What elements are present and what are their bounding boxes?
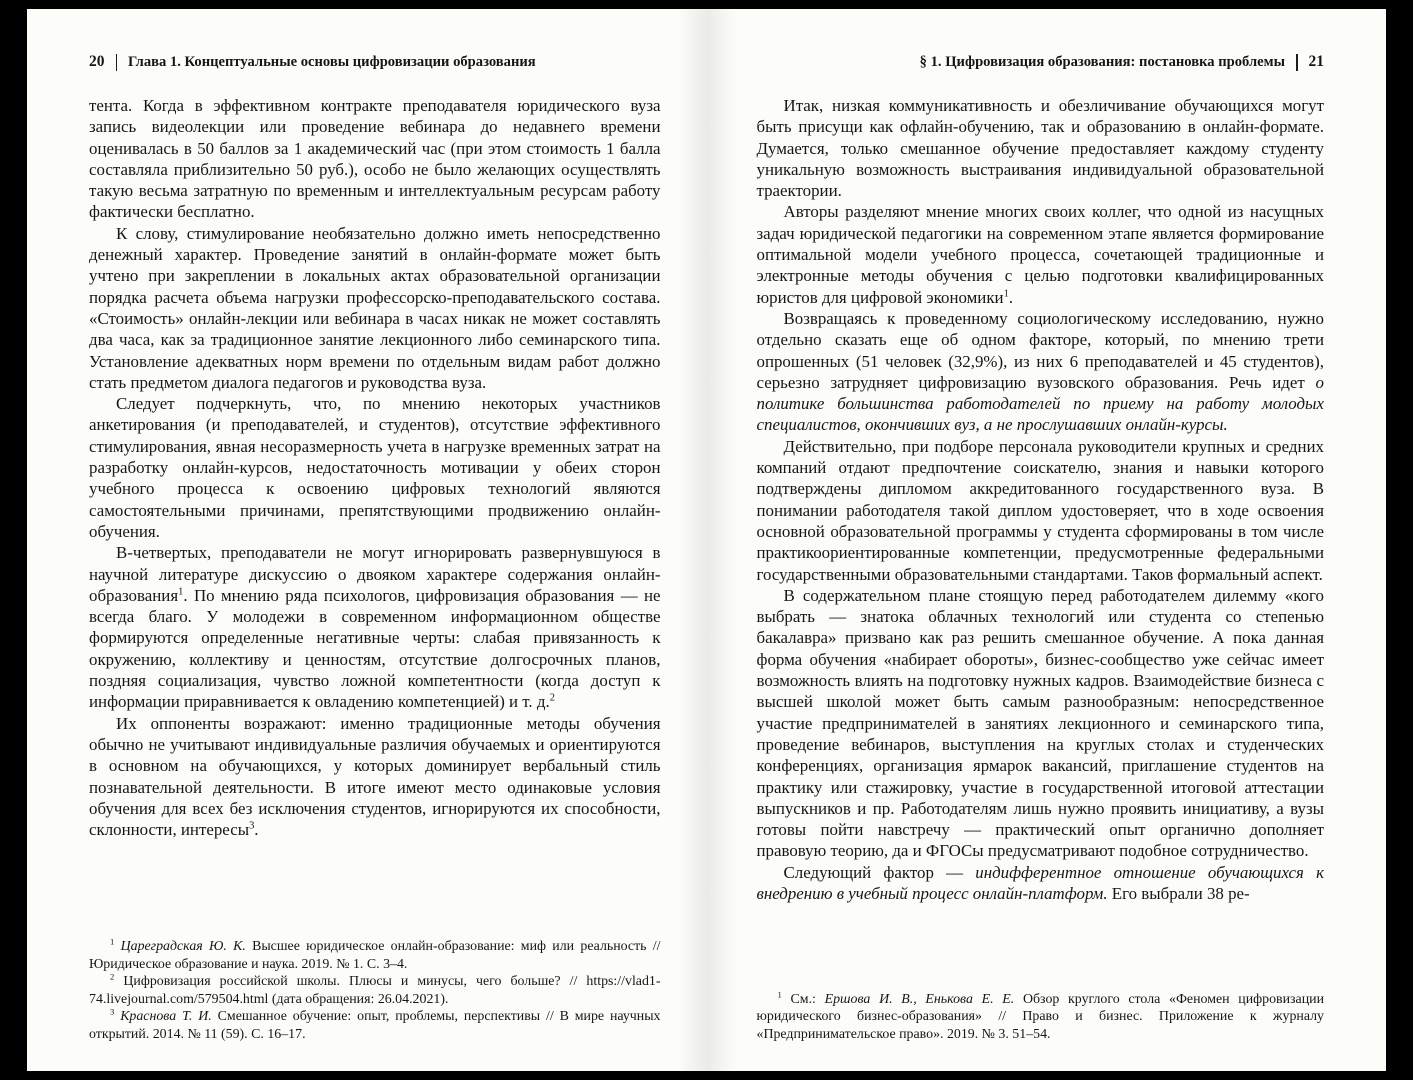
running-title-right: § 1. Цифровизация образования: постановка проблемы [919,53,1285,70]
paragraph: Их оппоненты возражают: именно традиционные методы обучения обычно не учитывают индивидуальные различия обучаемых и ориентируются в основном на обучающихся, у которых доминирует вербальный стиль познавательной деятельности. В итоге имеют место одинаковые условия обучения для всех без исключения студентов, игнорируются их способности, склонности, интересы$^3$. [89,713,661,840]
running-title-left: Глава 1. Концептуальные основы цифровизации образования [128,53,536,70]
paragraph: Следующий фактор — индифферентное отношение обучающихся к внедрению в учебный процесс онлайн-платформ. Его выбрали 38 ре- [756,862,1325,903]
page-left [27,9,707,1071]
running-header-left [89,53,661,71]
paragraph: В содержательном плане стоящую перед работодателем дилемму «кого выбрать — знатока облачных технологий или студента со степенью бакалавра» призвано как раз решить смешанное обучение. А пока данная форма обучения «набирает обороты», бизнес-сообщество уже сейчас имеет возможность влиять на подготовку нужных кадров. Взаимодействие бизнеса с высшей школой может быть самым разнообразным: непосредственное участие предпринимателей в занятиях лекционного и семинарского типа, проведение вебинаров, выступления на круглых столах и студенческих конференциях, организация ярмарок вакансий, приглашение студентов на практику или стажировку, участие в государственной итоговой аттестации выпускников и пр. Работодателям лишь нужно проявить инициативу, а вузы готовы пойти навстречу — практический опыт органично дополняет правовую теорию, да и ФГОСы предусматривают подобное сотрудничество. [756,585,1324,861]
footnote: $^1$ См.: Ершова И. В., Енькова Е. Е. Обзор круглого стола «Феномен цифровизации юридического бизнес-образования» // Право и бизнес. Приложение к журналу «Предпринимательское право». 2019. № 3. 51–54. [756,988,1324,1042]
paragraph: Действительно, при подборе персонала руководители крупных и средних компаний отдают предпочтение соискателю, знания и навыки которого подтверждены дипломом аккредитованного государственного вуза. В понимании работодателя такой диплом удостоверяет, что в ходе освоения основной образовательной программы у студента сформированы в том числе практикоориентированные компетенции, предусмотренные федеральными государственными образовательными стандартами. Таков формальный аспект. [756,436,1324,584]
footnotes-left [89,928,661,1043]
footnote: $^2$ Цифровизация российской школы. Плюсы и минусы, чего больше? // https://vlad1-74.livejournal.com/579504.html (дата обращения: 26.04.2021). [89,971,661,1007]
page-body-right [757,95,1325,904]
paragraph: Следует подчеркнуть, что, по мнению некоторых участников анкетирования (и преподавателей, и студентов), отсутствие эффективного стимулирования, явная несоразмерность учета в нагрузке временных затрат на разработку онлайн-курсов, недостаточность мотивации у обеих сторон учебного процесса к освоению цифровых технологий являются самостоятельными причинами, препятствующими продвижению онлайн-обучения. [89,394,661,541]
paragraph: Возвращаясь к проведенному социологическому исследованию, нужно отдельно сказать еще об одном факторе, который, по мнению трети опрошенных (51 человек (32,9%), из них 6 преподавателей и 45 студентов), серьезно затрудняет цифровизацию вузовского образования. Речь идет о политике большинства работодателей по приему на работу молодых специалистов, окончивших вуз, а не прослушавших онлайн-курсы. [756,308,1324,435]
paragraph: Авторы разделяют мнение многих своих коллег, что одной из насущных задач юридической педагогики на современном этапе является формирование оптимальной модели учебного процесса, сочетающей традиционные и электронные методы обучения с целью подготовки квалифицированных юристов для цифровой экономики$^1$. [756,202,1324,307]
paragraph: К слову, стимулирование необязательно должно иметь непосредственно денежный характер. Проведение занятий в онлайн-формате может быть учтено при закреплении в локальных актах образовательной организации порядка расчета объема нагрузки профессорско-преподавательского состава. «Стоимость» онлайн-лекции или вебинара в часах никак не может составлять два часа, как за традиционное занятие лекционного либо семинарского типа. Установление адекватных норм времени по отдельным видам работ должно стать предметом диалога педагогов и руководства вуза. [89,223,661,392]
running-header-right [757,53,1325,71]
page-number-left: 20 [89,53,105,70]
header-divider [1296,54,1298,71]
page-body-left [89,95,661,840]
book-spread [27,9,1386,1071]
footnotes-right [757,981,1325,1044]
footnote: $^3$ Краснова Т. И. Смешанное обучение: опыт, проблемы, перспективы // В мире научных открытий. 2014. № 11 (59). С. 16–17. [89,1006,661,1042]
paragraph: Итак, низкая коммуникативность и обезличивание обучающихся могут быть присущи как офлайн-обучению, так и образованию в онлайн-формате. Думается, только смешанное обучение предоставляет каждому студенту уникальную возможность выстраивания индивидуальной образовательной траектории. [756,96,1324,201]
footnote: $^1$ Цареградская Ю. К. Высшее юридическое онлайн-образование: миф или реальность // Юридическое образование и наука. 2019. № 1. С. 3–4. [89,936,661,972]
paragraph: В-четвертых, преподаватели не могут игнорировать развернувшуюся в научной литературе дискуссию о двояком характере содержания онлайн-образования$^1$. По мнению ряда психологов, цифровизация образования — не всегда благо. У молодежи в современном информационном обществе формируются определенные негативные черты: слабая привязанность к окружению, коллективу и ценностям, отсутствие долгосрочных планов, поздняя социализация, чувство ложной компетентности (когда доступ к информации приравнивается к овладению компетенцией) и т. д.$^2$ [89,543,661,712]
paragraph: тента. Когда в эффективном контракте преподавателя юридического вуза запись видеолекции или проведение вебинара до недавнего времени оценивалась в 50 баллов за 1 академический час (при этом стоимость 1 балла составляла приблизительно 50 руб.), особо не было желающих осуществлять такую весьма затратную по временным и интеллектуальным ресурсам работу фактически бесплатно. [89,96,661,222]
page-number-right: 21 [1308,53,1324,70]
header-divider [116,54,118,71]
page-right [707,9,1387,1071]
